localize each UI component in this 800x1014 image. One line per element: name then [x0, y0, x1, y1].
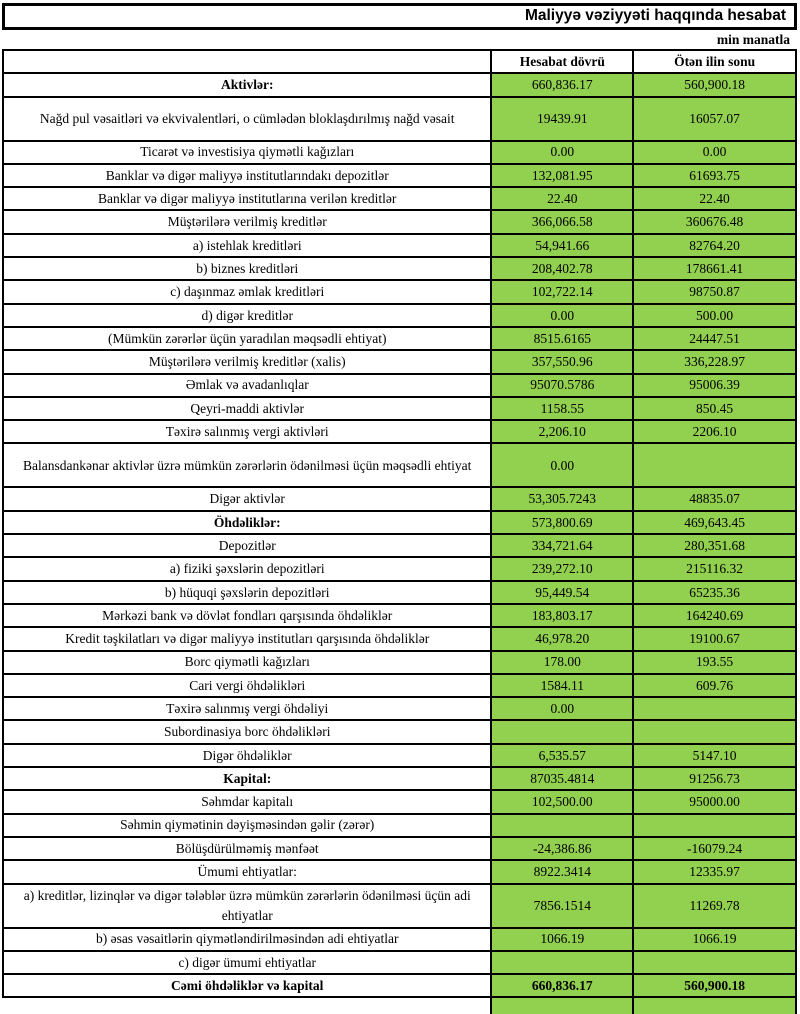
value-previous-year-end: 609.76	[633, 674, 796, 697]
value-previous-year-end: 469,643.45	[633, 511, 796, 534]
row-label: a) kreditlər, lizinqlər və digər tələblər üzrə mümkün zərərlərin ödənilməsi üçün adi ehtiyatlar	[3, 884, 491, 928]
row-label: Müştərilərə verilmiş kreditlər (xalis)	[3, 350, 491, 373]
row-label: Balansdankənar aktivlər üzrə mümkün zərərlərin ödənilməsi üçün məqsədli ehtiyat	[3, 443, 491, 487]
value-current-period: 95,449.54	[491, 581, 633, 604]
table-row	[3, 744, 796, 767]
cutoff-value-cell	[491, 997, 633, 1014]
table-row	[3, 720, 796, 743]
row-label: a) istehlak kreditləri	[3, 234, 491, 257]
value-previous-year-end: 11269.78	[633, 884, 796, 928]
value-current-period: 8922.3414	[491, 860, 633, 883]
row-label: Borc qiymətli kağızları	[3, 651, 491, 674]
value-previous-year-end	[633, 697, 796, 720]
row-label: Ticarət və investisiya qiymətli kağızları	[3, 141, 491, 164]
value-current-period: 573,800.69	[491, 511, 633, 534]
table-row	[3, 397, 796, 420]
value-previous-year-end: 61693.75	[633, 164, 796, 187]
table-row	[3, 697, 796, 720]
table-row	[3, 674, 796, 697]
value-previous-year-end: 91256.73	[633, 767, 796, 790]
row-label: Təxirə salınmış vergi öhdəliyi	[3, 697, 491, 720]
table-row	[3, 814, 796, 837]
value-previous-year-end: 22.40	[633, 187, 796, 210]
financial-statement-table	[2, 49, 797, 1014]
row-label: b) hüquqi şəxslərin depozitləri	[3, 581, 491, 604]
value-previous-year-end: 560,900.18	[633, 73, 796, 96]
financial-statement-page	[0, 3, 800, 993]
value-previous-year-end: 178661.41	[633, 257, 796, 280]
value-current-period: 19439.91	[491, 97, 633, 141]
value-current-period: 6,535.57	[491, 744, 633, 767]
value-previous-year-end: 215116.32	[633, 557, 796, 580]
value-previous-year-end: 82764.20	[633, 234, 796, 257]
cutoff-value-cell	[633, 997, 796, 1014]
value-current-period: 178.00	[491, 651, 633, 674]
value-previous-year-end: -16079.24	[633, 837, 796, 860]
row-label: a) fiziki şəxslərin depozitləri	[3, 557, 491, 580]
row-label: Bölüşdürülməmiş mənfəət	[3, 837, 491, 860]
table-row	[3, 534, 796, 557]
table-row	[3, 767, 796, 790]
row-label: Nağd pul vəsaitləri və ekvivalentləri, o cümlədən bloklaşdırılmış nağd vəsait	[3, 97, 491, 141]
table-row	[3, 164, 796, 187]
value-current-period: 334,721.64	[491, 534, 633, 557]
table-row	[3, 304, 796, 327]
value-current-period: 2,206.10	[491, 420, 633, 443]
cutoff-row	[3, 997, 796, 1014]
value-current-period: 660,836.17	[491, 974, 633, 997]
row-label: c) digər ümumi ehtiyatlar	[3, 951, 491, 974]
table-row	[3, 604, 796, 627]
table-row	[3, 257, 796, 280]
value-previous-year-end	[633, 951, 796, 974]
row-label: Banklar və digər maliyyə institutlarındakı depozitlər	[3, 164, 491, 187]
table-row	[3, 884, 796, 928]
value-previous-year-end: 560,900.18	[633, 974, 796, 997]
value-previous-year-end: 19100.67	[633, 627, 796, 650]
row-label: d) digər kreditlər	[3, 304, 491, 327]
row-label: c) daşınmaz əmlak kreditləri	[3, 280, 491, 303]
table-row	[3, 651, 796, 674]
value-current-period: 54,941.66	[491, 234, 633, 257]
value-previous-year-end: 95006.39	[633, 374, 796, 397]
value-current-period: 0.00	[491, 443, 633, 487]
value-previous-year-end: 1066.19	[633, 928, 796, 951]
table-row	[3, 790, 796, 813]
table-row	[3, 97, 796, 141]
row-label: Cəmi öhdəliklər və kapital	[3, 974, 491, 997]
table-row	[3, 73, 796, 96]
table-row	[3, 860, 796, 883]
table-row	[3, 420, 796, 443]
table-row	[3, 141, 796, 164]
table-row	[3, 837, 796, 860]
value-current-period: 53,305.7243	[491, 487, 633, 510]
cutoff-label-cell	[3, 997, 491, 1014]
table-row	[3, 951, 796, 974]
value-previous-year-end: 500.00	[633, 304, 796, 327]
value-previous-year-end: 360676.48	[633, 210, 796, 233]
row-label: Digər öhdəliklər	[3, 744, 491, 767]
table-row	[3, 581, 796, 604]
row-label: Səhmdar kapitalı	[3, 790, 491, 813]
row-label: b) əsas vəsaitlərin qiymətləndirilməsindən adi ehtiyatlar	[3, 928, 491, 951]
value-current-period: 0.00	[491, 304, 633, 327]
table-body	[3, 73, 796, 1014]
value-current-period: 0.00	[491, 141, 633, 164]
row-label: Aktivlər:	[3, 73, 491, 96]
value-previous-year-end: 0.00	[633, 141, 796, 164]
value-current-period: 0.00	[491, 697, 633, 720]
value-previous-year-end	[633, 720, 796, 743]
value-previous-year-end: 12335.97	[633, 860, 796, 883]
value-current-period: 366,066.58	[491, 210, 633, 233]
value-previous-year-end: 164240.69	[633, 604, 796, 627]
table-row	[3, 234, 796, 257]
row-label: Subordinasiya borc öhdəlikləri	[3, 720, 491, 743]
unit-note: min manatla	[716, 32, 790, 47]
row-label: Təxirə salınmış vergi aktivləri	[3, 420, 491, 443]
table-row	[3, 187, 796, 210]
row-label: Kapital:	[3, 767, 491, 790]
table-row	[3, 280, 796, 303]
value-previous-year-end: 65235.36	[633, 581, 796, 604]
value-current-period: 7856.1514	[491, 884, 633, 928]
value-previous-year-end: 193.55	[633, 651, 796, 674]
row-label: Qeyri-maddi aktivlər	[3, 397, 491, 420]
row-label: (Mümkün zərərlər üçün yaradılan məqsədli ehtiyat)	[3, 327, 491, 350]
value-previous-year-end: 280,351.68	[633, 534, 796, 557]
value-current-period: 8515.6165	[491, 327, 633, 350]
value-current-period: 208,402.78	[491, 257, 633, 280]
row-label: Öhdəliklər:	[3, 511, 491, 534]
value-current-period: 1158.55	[491, 397, 633, 420]
value-current-period: 357,550.96	[491, 350, 633, 373]
value-current-period: 102,500.00	[491, 790, 633, 813]
value-current-period: 95070.5786	[491, 374, 633, 397]
value-previous-year-end	[633, 443, 796, 487]
value-current-period: 660,836.17	[491, 73, 633, 96]
column-header-current-period: Hesabat dövrü	[491, 50, 633, 73]
value-current-period: 132,081.95	[491, 164, 633, 187]
value-current-period: 1066.19	[491, 928, 633, 951]
row-label: b) biznes kreditləri	[3, 257, 491, 280]
report-title-box	[2, 3, 797, 30]
row-label: Digər aktivlər	[3, 487, 491, 510]
table-row	[3, 928, 796, 951]
table-row	[3, 350, 796, 373]
row-label: Depozitlər	[3, 534, 491, 557]
table-row	[3, 327, 796, 350]
value-previous-year-end: 95000.00	[633, 790, 796, 813]
row-label: Ümumi ehtiyatlar:	[3, 860, 491, 883]
value-current-period: 239,272.10	[491, 557, 633, 580]
row-label: Mərkəzi bank və dövlət fondları qarşısında öhdəliklər	[3, 604, 491, 627]
value-current-period: -24,386.86	[491, 837, 633, 860]
value-previous-year-end: 24447.51	[633, 327, 796, 350]
row-label: Müştərilərə verilmiş kreditlər	[3, 210, 491, 233]
value-previous-year-end: 16057.07	[633, 97, 796, 141]
report-title: Maliyyə vəziyyəti haqqında hesabat	[524, 7, 786, 24]
value-previous-year-end: 48835.07	[633, 487, 796, 510]
table-row	[3, 487, 796, 510]
header-row	[3, 50, 796, 73]
row-label: Cari vergi öhdəlikləri	[3, 674, 491, 697]
table-row	[3, 627, 796, 650]
value-current-period: 46,978.20	[491, 627, 633, 650]
value-previous-year-end: 850.45	[633, 397, 796, 420]
value-current-period: 183,803.17	[491, 604, 633, 627]
table-row	[3, 443, 796, 487]
row-label: Səhmin qiymətinin dəyişməsindən gəlir (zərər)	[3, 814, 491, 837]
value-previous-year-end: 2206.10	[633, 420, 796, 443]
value-current-period: 87035.4814	[491, 767, 633, 790]
table-row	[3, 974, 796, 997]
table-row	[3, 374, 796, 397]
value-current-period	[491, 720, 633, 743]
value-current-period: 1584.11	[491, 674, 633, 697]
value-previous-year-end: 336,228.97	[633, 350, 796, 373]
value-current-period: 22.40	[491, 187, 633, 210]
value-current-period	[491, 951, 633, 974]
table-row	[3, 511, 796, 534]
value-current-period	[491, 814, 633, 837]
value-previous-year-end: 5147.10	[633, 744, 796, 767]
column-header-previous-year-end: Ötən ilin sonu	[633, 50, 796, 73]
value-current-period: 102,722.14	[491, 280, 633, 303]
value-previous-year-end	[633, 814, 796, 837]
table-row	[3, 210, 796, 233]
row-label: Kredit təşkilatları və digər maliyyə institutları qarşısında öhdəliklər	[3, 627, 491, 650]
header-empty-cell	[3, 50, 491, 73]
table-row	[3, 557, 796, 580]
row-label: Əmlak və avadanlıqlar	[3, 374, 491, 397]
row-label: Banklar və digər maliyyə institutlarına verilən kreditlər	[3, 187, 491, 210]
value-previous-year-end: 98750.87	[633, 280, 796, 303]
